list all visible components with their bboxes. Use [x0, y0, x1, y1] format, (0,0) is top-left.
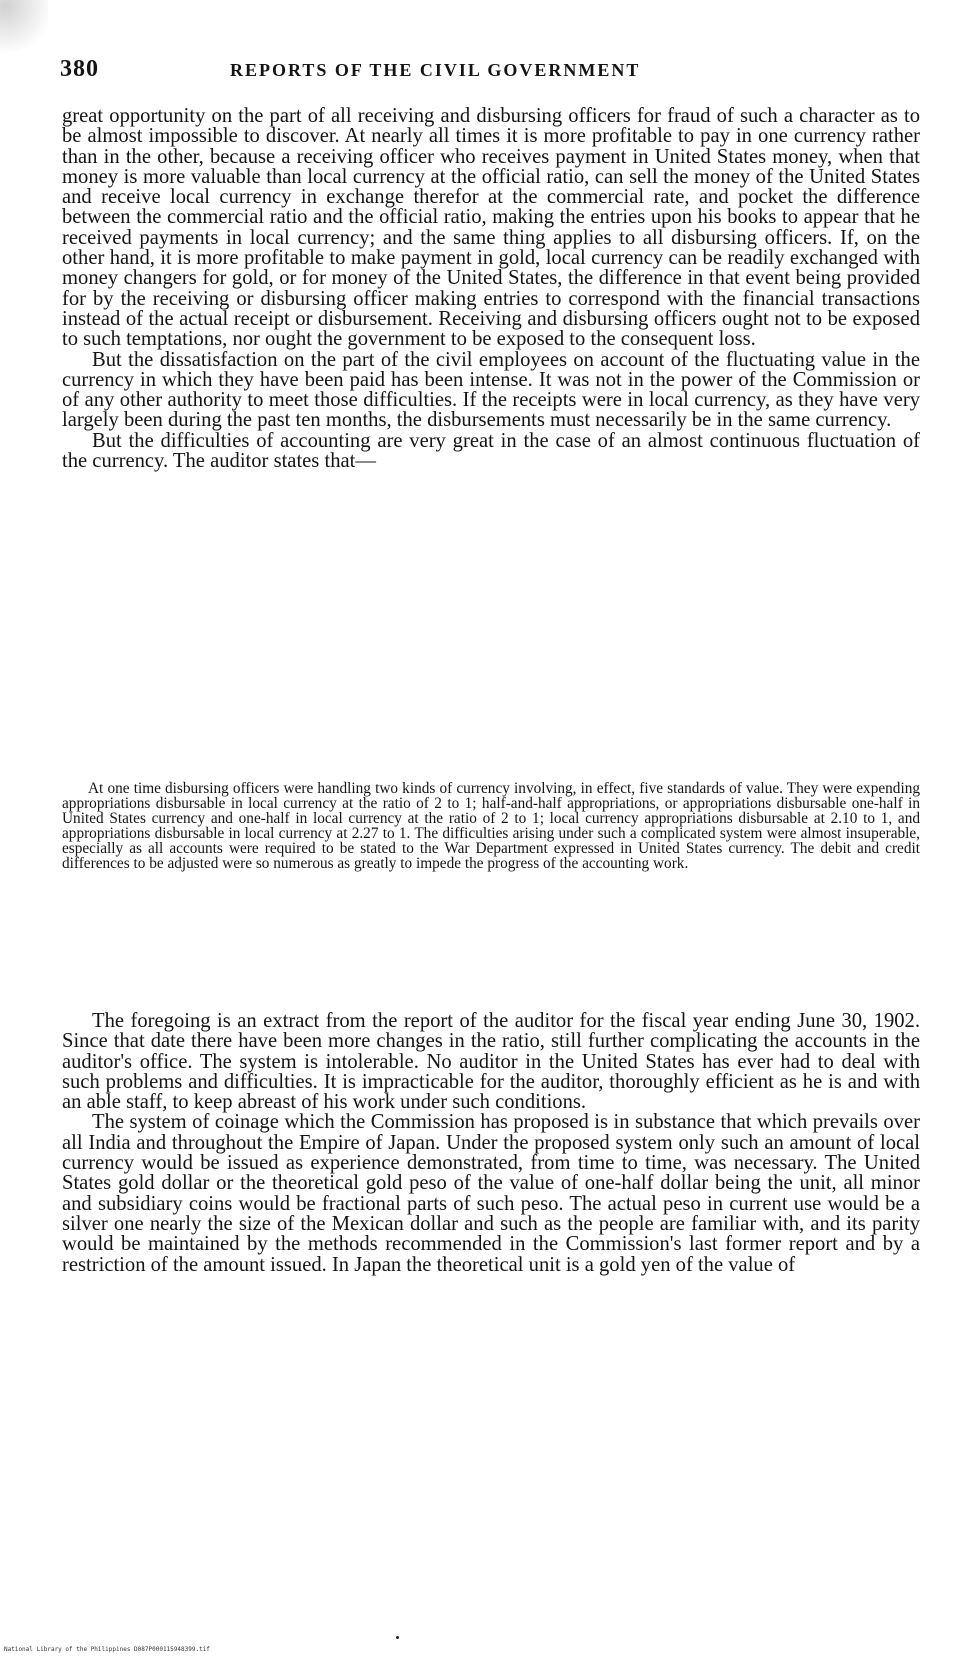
scan-edge-shadow [0, 0, 48, 60]
paragraph: But the dissatisfaction on the part of the civil employees on account of the fluctuating value in the currency in which they have been paid has been intense. It was not in the power of the Commission or of any other authority to meet those difficulties. If the receipts were in local currency, as they have very largely been during the past ten months, the disbursements must necessarily be in the same currency. [62, 348, 920, 432]
body-text-top [62, 106, 920, 471]
quotation-text: At one time disbursing officers were handling two kinds of currency involving, in effect, five standards of value. They were expending appropriations disbursable in local currency at the ratio of 2 to 1; half-and-half appropriations, or appropriations disbursable one-half in United States currency and one-half in local currency at the ratio of 2 to 1; local currency appropriations disbursable at 2.10 to 1, and appropriations disbursable in local currency at 2.27 to 1. The difficulties arising under such a complicated system were almost insuperable, especially as all accounts were required to be stated to the War Department expressed in United States currency. The debit and credit differences to be adjusted were so numerous as greatly to impede the progress of the accounting work. [62, 780, 920, 872]
scan-credit: National Library of the Philippines D087P000115948399.tif [4, 1646, 210, 1653]
paragraph: The foregoing is an extract from the report of the auditor for the fiscal year ending June 30, 1902. Since that date there have been more changes in the ratio, still further complicating the accounts in the auditor's office. The system is intolerable. No auditor in the United States has ever had to deal with such problems and difficulties. It is impracticable for the auditor, thoroughly efficient as he is and with an able staff, to keep abreast of his work under such conditions. [62, 1010, 920, 1114]
body-text-bottom [62, 1011, 920, 1275]
block-quotation [62, 782, 920, 871]
page-header [60, 56, 920, 88]
running-title: REPORTS OF THE CIVIL GOVERNMENT [230, 60, 641, 80]
paragraph: But the difficulties of accounting are very great in the case of an almost continuous fluctuation of the currency. The auditor states that— [62, 429, 920, 473]
paragraph: great opportunity on the part of all receiving and disbursing officers for fraud of such a character as to be almost impossible to discover. At nearly all times it is more profitable to pay in one currency rather than in the other, because a receiving officer who receives payment in United States money, when that money is more valuable than local currency at the official ratio, can sell the money of the United States and receive local currency in exchange therefor at the commercial rate, and pocket the difference between the commercial ratio and the official ratio, making the entries upon his books to appear that he received payments in local currency; and the same thing applies to all disbursing officers. If, on the other hand, it is more profitable to make payment in gold, local currency can be readily exchanged with money changers for gold, or for money of the United States, the difference in that event being provided for by the receiving or disbursing officer making entries to correspond with the financial transactions instead of the actual receipt or disbursement. Receiving and disbursing officers ought not to be exposed to such temptations, nor ought the government to be exposed to the consequent loss. [62, 105, 920, 351]
paragraph: The system of coinage which the Commission has proposed is in substance that which prevails over all India and throughout the Empire of Japan. Under the proposed system only such an amount of local currency would be issued as experience demonstrated, from time to time, was necessary. The United States gold dollar or the theoretical gold peso of the value of one-half dollar being the unit, all minor and subsidiary coins would be fractional parts of such peso. The actual peso in current use would be a silver one nearly the size of the Mexican dollar and such as the people are familiar with, and its parity would be maintained by the methods recommended in the Commission's last former report and by a restriction of the amount issued. In Japan the theoretical unit is a gold yen of the value of [62, 1111, 920, 1276]
scan-speck [396, 1636, 399, 1639]
page-number: 380 [60, 56, 99, 82]
